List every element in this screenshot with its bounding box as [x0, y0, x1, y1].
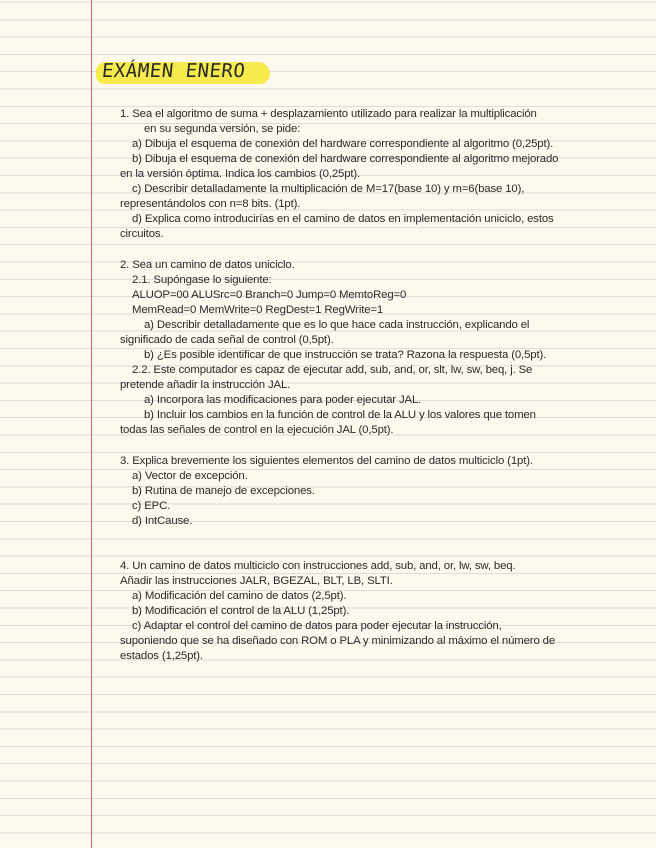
question-line: Añadir las instrucciones JALR, BGEZAL, BLT, LB, SLTI. — [120, 575, 393, 587]
question-line: c) EPC. — [132, 500, 171, 512]
question-line: MemRead=0 MemWrite=0 RegDest=1 RegWrite=1 — [132, 304, 384, 316]
question-line: d) IntCause. — [132, 515, 193, 527]
question-line: 4. Un camino de datos multiciclo con instrucciones add, sub, and, or, lw, sw, beq. — [120, 560, 516, 572]
question-line: a) Incorpora las modificaciones para poder ejecutar JAL. — [144, 394, 422, 406]
question-line: b) ¿Es posible identificar de que instrucción se trata? Razona la respuesta (0,5pt). — [144, 349, 547, 361]
question-line: c) Adaptar el control del camino de datos para poder ejecutar la instrucción, — [132, 620, 502, 632]
question-line: 2. Sea un camino de datos uniciclo. — [120, 259, 295, 271]
question-2 — [120, 258, 630, 438]
question-line: en su segunda versión, se pide: — [144, 123, 301, 135]
question-line: a) Modificación del camino de datos (2,5pt). — [132, 590, 347, 602]
question-line: estados (1,25pt). — [120, 650, 203, 662]
question-line: pretende añadir la instrucción JAL. — [120, 379, 291, 391]
question-1 — [120, 107, 630, 242]
question-line: 2.1. Supóngase lo siguiente: — [132, 274, 272, 286]
question-line: circuitos. — [120, 228, 164, 240]
question-line: b) Incluir los cambios en la función de control de la ALU y los valores que tomen — [144, 409, 536, 421]
question-line: 3. Explica brevemente los siguientes elementos del camino de datos multiciclo (1pt). — [120, 455, 533, 467]
title-text: EXÁMEN ENERO — [100, 60, 247, 82]
margin-rule — [91, 0, 92, 848]
question-line: d) Explica como introducirías en el camino de datos en implementación uniciclo, estos — [132, 213, 554, 225]
question-line: significado de cada señal de control (0,5pt). — [120, 334, 334, 346]
question-line: c) Describir detalladamente la multiplicación de M=17(base 10) y m=6(base 10), — [132, 183, 525, 195]
question-line: 2.2. Este computador es capaz de ejecutar add, sub, and, or, slt, lw, sw, beq, j. Se — [132, 364, 533, 376]
question-line: 1. Sea el algoritmo de suma + desplazamiento utilizado para realizar la multiplicación — [120, 108, 537, 120]
question-line: a) Vector de excepción. — [132, 470, 248, 482]
question-line: a) Dibuja el esquema de conexión del hardware correspondiente al algoritmo (0,25pt). — [132, 138, 554, 150]
question-3 — [120, 454, 630, 529]
question-line: todas las señales de control en la ejecución JAL (0,5pt). — [120, 424, 394, 436]
question-line: b) Modificación el control de la ALU (1,25pt). — [132, 605, 350, 617]
question-4 — [120, 559, 630, 664]
question-line: en la versión óptima. Indica los cambios (0,25pt). — [120, 168, 361, 180]
question-line: a) Describir detalladamente que es lo que hace cada instrucción, explicando el — [144, 319, 530, 331]
question-line: ALUOP=00 ALUSrc=0 Branch=0 Jump=0 MemtoReg=0 — [132, 289, 407, 301]
question-line: representándolos con n=8 bits. (1pt). — [120, 198, 301, 210]
question-line: suponiendo que se ha diseñado con ROM o PLA y minimizando al máximo el número de — [120, 635, 556, 647]
exam-questions — [120, 107, 630, 664]
question-line: b) Rutina de manejo de excepciones. — [132, 485, 315, 497]
question-line: b) Dibuja el esquema de conexión del hardware correspondiente al algoritmo mejorado — [132, 153, 559, 165]
